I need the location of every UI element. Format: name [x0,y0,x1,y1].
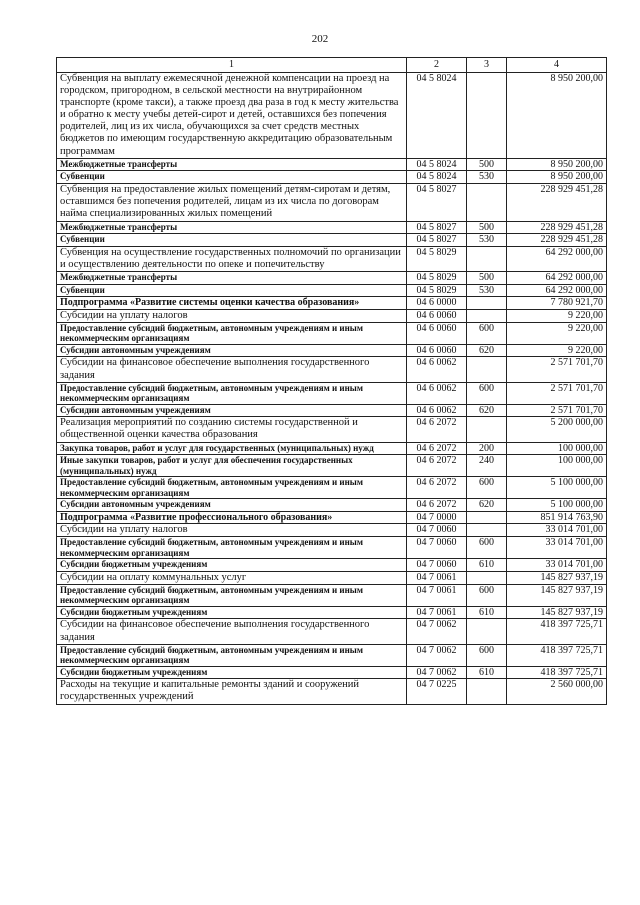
row-code-cell: 04 5 8024 [407,158,467,171]
row-code-cell: 04 5 8027 [407,221,467,234]
row-type-cell [467,357,507,382]
row-type-cell: 600 [467,644,507,666]
row-amount-cell: 33 014 701,00 [507,559,607,572]
row-amount-cell: 64 292 000,00 [507,272,607,285]
row-type-cell: 610 [467,666,507,679]
table-body [57,72,607,704]
row-code-cell: 04 7 0061 [407,606,467,619]
row-type-cell: 600 [467,322,507,344]
row-name-cell: Межбюджетные трансферты [57,272,407,285]
row-name-cell: Иные закупки товаров, работ и услуг для обеспечения государственных (муниципальных) нужд [57,455,407,477]
row-code-cell: 04 7 0060 [407,537,467,559]
header-col-type: 3 [467,58,507,73]
table-row [57,679,607,704]
row-code-cell: 04 5 8029 [407,284,467,297]
row-code-cell: 04 6 0060 [407,309,467,322]
row-amount-cell: 2 571 701,70 [507,357,607,382]
row-name-cell: Субвенция на предоставление жилых помещений детям-сиротам и детям, оставшимся без попечения родителей, лицам из их числа по договорам найма специализированных жилых помещений [57,183,407,221]
row-type-cell: 200 [467,442,507,455]
row-name-cell: Субсидии бюджетным учреждениям [57,606,407,619]
row-code-cell: 04 5 8029 [407,246,467,271]
row-name-cell: Субсидии автономным учреждениям [57,498,407,511]
row-type-cell: 530 [467,171,507,184]
row-name-cell: Подпрограмма «Развитие системы оценки качества образования» [57,297,407,310]
row-amount-cell: 5 100 000,00 [507,498,607,511]
row-name-cell: Субвенции [57,284,407,297]
table-row [57,537,607,559]
table-row [57,221,607,234]
table-row [57,511,607,524]
row-type-cell [467,309,507,322]
row-type-cell [467,297,507,310]
row-code-cell: 04 6 0062 [407,357,467,382]
row-type-cell [467,619,507,644]
table-row [57,442,607,455]
row-name-cell: Субсидии на финансовое обеспечение выполнения государственного задания [57,357,407,382]
table-row [57,498,607,511]
table-row [57,272,607,285]
table-row [57,234,607,247]
row-amount-cell: 418 397 725,71 [507,666,607,679]
row-name-cell: Межбюджетные трансферты [57,221,407,234]
row-amount-cell: 228 929 451,28 [507,234,607,247]
row-code-cell: 04 6 0060 [407,344,467,357]
row-name-cell: Предоставление субсидий бюджетным, автономным учреждениям и иным некоммерческим организациям [57,382,407,404]
row-code-cell: 04 6 2072 [407,417,467,442]
budget-table [56,57,607,705]
row-amount-cell: 228 929 451,28 [507,221,607,234]
row-type-cell: 600 [467,537,507,559]
row-code-cell: 04 6 2072 [407,498,467,511]
row-amount-cell: 9 220,00 [507,344,607,357]
row-code-cell: 04 6 0062 [407,382,467,404]
row-code-cell: 04 7 0062 [407,644,467,666]
table-row [57,183,607,221]
row-type-cell: 610 [467,606,507,619]
row-type-cell: 240 [467,455,507,477]
table-row [57,246,607,271]
row-code-cell: 04 6 2072 [407,477,467,499]
table-row [57,357,607,382]
table-row [57,404,607,417]
row-code-cell: 04 7 0061 [407,584,467,606]
row-name-cell: Предоставление субсидий бюджетным, автономным учреждениям и иным некоммерческим организациям [57,537,407,559]
row-code-cell: 04 7 0062 [407,666,467,679]
row-code-cell: 04 6 2072 [407,455,467,477]
row-code-cell: 04 6 0062 [407,404,467,417]
row-code-cell: 04 7 0060 [407,524,467,537]
row-type-cell: 600 [467,477,507,499]
row-amount-cell: 418 397 725,71 [507,644,607,666]
row-type-cell: 500 [467,272,507,285]
table-row [57,171,607,184]
row-type-cell [467,679,507,704]
row-amount-cell: 64 292 000,00 [507,246,607,271]
row-name-cell: Субвенция на осуществление государственных полномочий по организации и осуществлению деятельности по опеке и попечительству [57,246,407,271]
row-code-cell: 04 7 0225 [407,679,467,704]
row-amount-cell: 145 827 937,19 [507,606,607,619]
table-row [57,559,607,572]
table-row [57,584,607,606]
row-amount-cell: 418 397 725,71 [507,619,607,644]
row-amount-cell: 2 560 000,00 [507,679,607,704]
row-code-cell: 04 6 0060 [407,322,467,344]
row-amount-cell: 100 000,00 [507,455,607,477]
row-type-cell: 610 [467,559,507,572]
table-row [57,477,607,499]
row-type-cell: 500 [467,158,507,171]
row-name-cell: Субсидии на уплату налогов [57,524,407,537]
row-name-cell: Предоставление субсидий бюджетным, автономным учреждениям и иным некоммерческим организациям [57,584,407,606]
row-name-cell: Субвенция на выплату ежемесячной денежной компенсации на проезд на городском, пригородном, в сельской местности на внутрирайонном транспорте (кроме такси), а также проезд два раза в год к месту жительства и обратно к месту учебы детей-сирот и детей, оставшихся без попечения родителей, лиц из их числа, обучающихся за счет средств местных бюджетов по имеющим государственную аккредитацию образовательным программам [57,72,407,158]
row-amount-cell: 2 571 701,70 [507,382,607,404]
row-name-cell: Субсидии автономным учреждениям [57,344,407,357]
table-row [57,455,607,477]
row-amount-cell: 9 220,00 [507,309,607,322]
row-type-cell [467,246,507,271]
table-row [57,571,607,584]
row-code-cell: 04 6 0000 [407,297,467,310]
table-row [57,524,607,537]
header-col-code: 2 [407,58,467,73]
row-name-cell: Предоставление субсидий бюджетным, автономным учреждениям и иным некоммерческим организациям [57,644,407,666]
row-amount-cell: 5 200 000,00 [507,417,607,442]
table-header [57,58,607,73]
row-code-cell: 04 7 0000 [407,511,467,524]
row-amount-cell: 100 000,00 [507,442,607,455]
row-code-cell: 04 7 0061 [407,571,467,584]
table-row [57,644,607,666]
page-number: 202 [311,33,329,45]
row-code-cell: 04 5 8024 [407,72,467,158]
row-type-cell: 500 [467,221,507,234]
table-row [57,297,607,310]
row-type-cell [467,571,507,584]
table-row [57,344,607,357]
row-amount-cell: 5 100 000,00 [507,477,607,499]
table-row [57,606,607,619]
table-row [57,619,607,644]
row-name-cell: Реализация мероприятий по созданию системы государственной и общественной оценки качества образования [57,417,407,442]
row-name-cell: Расходы на текущие и капитальные ремонты зданий и сооружений государственных учреждений [57,679,407,704]
row-amount-cell: 145 827 937,19 [507,571,607,584]
row-name-cell: Предоставление субсидий бюджетным, автономным учреждениям и иным некоммерческим организациям [57,477,407,499]
row-code-cell: 04 5 8027 [407,234,467,247]
row-amount-cell: 8 950 200,00 [507,72,607,158]
row-name-cell: Предоставление субсидий бюджетным, автономным учреждениям и иным некоммерческим организациям [57,322,407,344]
row-amount-cell: 8 950 200,00 [507,158,607,171]
table-row [57,158,607,171]
row-name-cell: Субсидии на финансовое обеспечение выполнения государственного задания [57,619,407,644]
row-code-cell: 04 5 8027 [407,183,467,221]
table-row [57,72,607,158]
row-name-cell: Субсидии бюджетным учреждениям [57,559,407,572]
row-code-cell: 04 6 2072 [407,442,467,455]
row-amount-cell: 8 950 200,00 [507,171,607,184]
row-amount-cell: 851 914 763,90 [507,511,607,524]
row-name-cell: Подпрограмма «Развитие профессионального образования» [57,511,407,524]
row-type-cell: 620 [467,404,507,417]
header-col-amount: 4 [507,58,607,73]
row-type-cell: 620 [467,344,507,357]
row-type-cell [467,72,507,158]
row-type-cell: 620 [467,498,507,511]
row-name-cell: Закупка товаров, работ и услуг для государственных (муниципальных) нужд [57,442,407,455]
row-amount-cell: 64 292 000,00 [507,284,607,297]
row-type-cell: 600 [467,382,507,404]
row-type-cell: 530 [467,284,507,297]
row-name-cell: Субвенции [57,171,407,184]
row-type-cell: 600 [467,584,507,606]
row-type-cell: 530 [467,234,507,247]
row-type-cell [467,417,507,442]
row-amount-cell: 7 780 921,70 [507,297,607,310]
row-amount-cell: 145 827 937,19 [507,584,607,606]
row-amount-cell: 2 571 701,70 [507,404,607,417]
row-type-cell [467,511,507,524]
table-row [57,309,607,322]
table-row [57,666,607,679]
header-row [57,58,607,73]
row-amount-cell: 228 929 451,28 [507,183,607,221]
row-name-cell: Субсидии автономным учреждениям [57,404,407,417]
row-name-cell: Субсидии на уплату налогов [57,309,407,322]
row-amount-cell: 33 014 701,00 [507,524,607,537]
table-row [57,382,607,404]
table-row [57,322,607,344]
table-row [57,284,607,297]
row-name-cell: Субсидии на оплату коммунальных услуг [57,571,407,584]
row-code-cell: 04 5 8029 [407,272,467,285]
row-name-cell: Межбюджетные трансферты [57,158,407,171]
table-row [57,417,607,442]
row-code-cell: 04 7 0060 [407,559,467,572]
row-name-cell: Субсидии бюджетным учреждениям [57,666,407,679]
row-type-cell [467,183,507,221]
row-amount-cell: 9 220,00 [507,322,607,344]
row-type-cell [467,524,507,537]
row-amount-cell: 33 014 701,00 [507,537,607,559]
header-col-name: 1 [57,58,407,73]
row-name-cell: Субвенции [57,234,407,247]
row-code-cell: 04 5 8024 [407,171,467,184]
row-code-cell: 04 7 0062 [407,619,467,644]
